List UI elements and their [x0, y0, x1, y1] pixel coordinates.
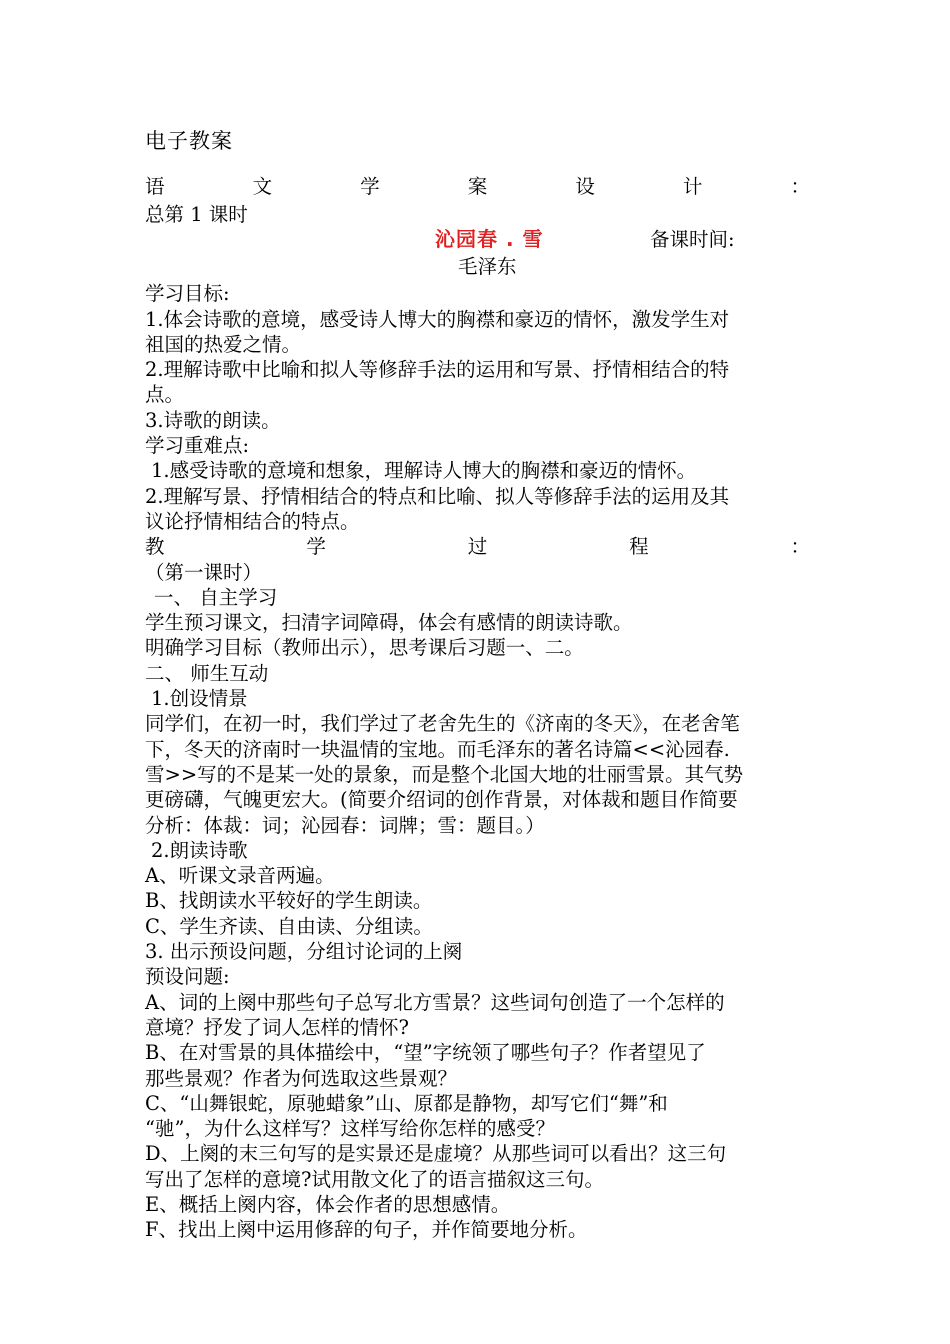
- key-points-heading: 学习重难点:: [145, 434, 250, 458]
- section-line: 明确学习目标（教师出示），思考课后习题一、二。: [145, 636, 584, 660]
- design-title-char: ：: [790, 175, 810, 198]
- step-line: 下，冬天的济南时一块温情的宝地。而毛泽东的著名诗篇<<沁园春.: [145, 737, 730, 761]
- section-line: 学生预习课文，扫清字词障碍，体会有感情的朗读诗歌。: [145, 611, 633, 635]
- question-line: C、“山舞银蛇，原驰蜡象”山、原都是静物，却写它们“舞”和: [145, 1091, 668, 1115]
- question-line: B、在对雪景的具体描绘中，“望”字统领了哪些句子？作者望见了: [145, 1041, 706, 1065]
- step-line: B、找朗读水平较好的学生朗读。: [145, 889, 433, 913]
- design-title-char: 文: [252, 175, 273, 198]
- design-title-char: 案: [467, 175, 488, 198]
- design-title-char: 语: [145, 175, 165, 198]
- process-title-char: 程: [629, 535, 649, 559]
- key-point-line: 1.感受诗歌的意境和想象，理解诗人博大的胸襟和豪迈的情怀。: [151, 459, 697, 483]
- title-row: [145, 227, 810, 254]
- step-line: C、学生齐读、自由读、分组读。: [145, 914, 433, 938]
- design-title-char: 计: [682, 175, 703, 198]
- question-line: “驰”，为什么这样写？这样写给你怎样的感受？: [145, 1117, 555, 1141]
- objective-line: 1.体会诗歌的意境，感受诗人博大的胸襟和豪迈的情怀，激发学生对: [145, 307, 730, 331]
- section-title: 二、 师生互动: [145, 661, 269, 685]
- question-line: 那些景观？作者为何选取这些景观？: [145, 1066, 458, 1090]
- objective-line: 2.理解诗歌中比喻和拟人等修辞手法的运用和写景、抒情相结合的特: [145, 358, 730, 382]
- process-title: [145, 534, 810, 559]
- process-title-char: 学: [306, 535, 326, 559]
- question-line: D、上阕的末三句写的是实景还是虚境？从那些词可以看出？这三句: [145, 1142, 727, 1166]
- document-header: 电子教案: [145, 129, 233, 153]
- objective-line: 点。: [145, 383, 185, 407]
- step-title: 3. 出示预设问题，分组讨论词的上阕: [145, 940, 463, 964]
- question-line: E、概括上阕内容，体会作者的思想感情。: [145, 1192, 511, 1216]
- design-title-char: 学: [360, 175, 380, 198]
- objective-line: 3.诗歌的朗读。: [145, 408, 281, 432]
- step-line: 更磅礴，气魄更宏大。(简要介绍词的创作背景，对体裁和题目作简要: [145, 788, 738, 812]
- step-line: 同学们，在初一时，我们学过了老舍先生的《济南的冬天》，在老舍笔: [145, 712, 740, 736]
- step-line: 雪>>写的不是某一处的景象，而是整个北国大地的壮丽雪景。其气势: [145, 762, 744, 786]
- step-title: 1.创设情景: [151, 687, 248, 711]
- process-title-char: ：: [790, 535, 810, 559]
- design-title-char: 设: [575, 175, 595, 198]
- key-point-line: 2.理解写景、抒情相结合的特点和比喻、拟人等修辞手法的运用及其: [145, 484, 730, 508]
- key-point-line: 议论抒情相结合的特点。: [145, 509, 360, 533]
- step-line: 分析：体裁：词；沁园春：词牌；雪：题目。）: [145, 813, 545, 837]
- period-label: （第一课时）: [145, 560, 263, 584]
- question-line: 意境？抒发了词人怎样的情怀?: [145, 1015, 409, 1039]
- process-title-char: 过: [467, 535, 488, 559]
- poem-title: 沁园春 . 雪: [435, 227, 544, 252]
- author-row: [145, 254, 810, 281]
- section-title: 一、 自主学习: [154, 585, 278, 609]
- objective-line: 祖国的热爱之情。: [145, 332, 302, 356]
- document-body: [145, 172, 810, 1243]
- step-line: A、听课文录音两遍。: [145, 864, 335, 888]
- questions-heading: 预设问题:: [145, 965, 230, 989]
- lesson-total: 总第 1 课时: [145, 203, 248, 226]
- poem-author: 毛泽东: [458, 255, 517, 279]
- objectives-heading: 学习目标:: [145, 282, 230, 306]
- prep-time-label: 备课时间:: [650, 228, 735, 252]
- process-title-char: 教: [145, 535, 165, 559]
- question-line: A、词的上阕中那些句子总写北方雪景？这些词句创造了一个怎样的: [145, 990, 725, 1014]
- question-line: F、找出上阕中运用修辞的句子，并作简要地分析。: [145, 1218, 588, 1242]
- question-line: 写出了怎样的意境?试用散文化了的语言描叙这三句。: [145, 1167, 604, 1191]
- step-title: 2.朗读诗歌: [151, 838, 248, 862]
- design-title: [145, 172, 810, 202]
